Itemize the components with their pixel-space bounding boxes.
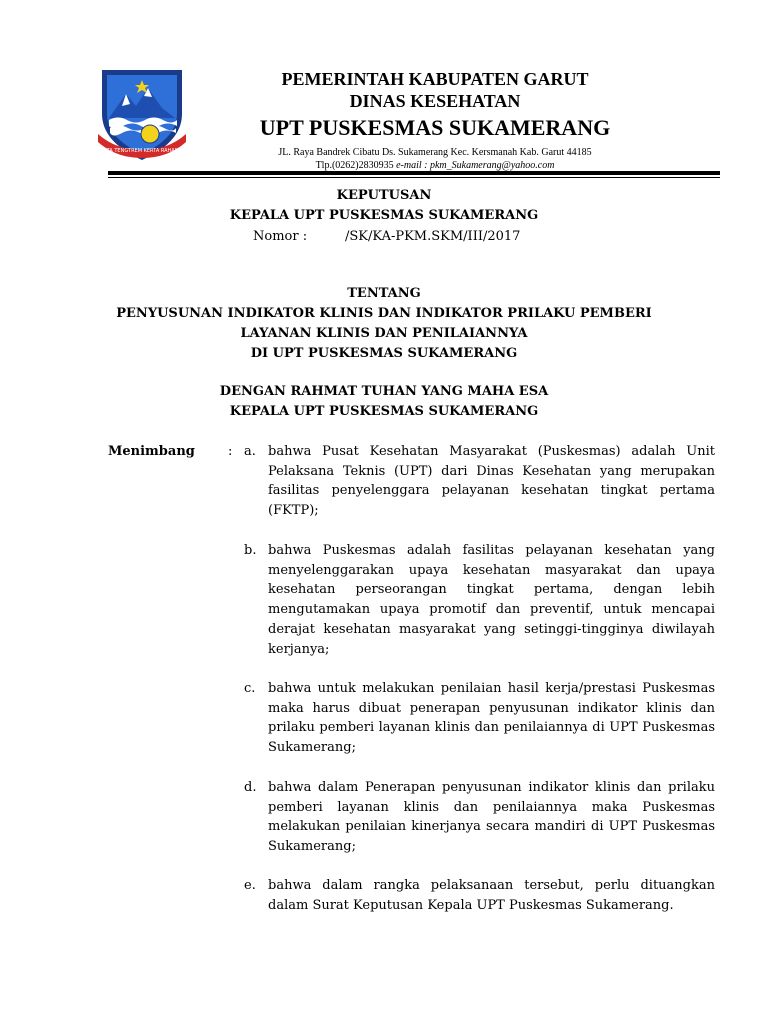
invocation-line-1: DENGAN RAHMAT TUHAN YANG MAHA ESA (219, 384, 549, 399)
subject-line-2: LAYANAN KLINIS DAN PENILAIANNYA (240, 326, 528, 341)
letterhead-government: PEMERINTAH KABUPATEN GARUT (281, 69, 589, 89)
letterhead-thick-rule (108, 171, 720, 175)
considering-item-d: bahwa dalam Penerapan penyusunan indikator klinis dan prilaku pemberi layanan klinis dan penilaiannya maka Puskesmas melakukan penilaian kinerjanya secara mandiri di UPT Puskesmas Sukamerang; (268, 780, 715, 855)
item-letter: e. (244, 878, 256, 893)
item-letter: c. (244, 681, 256, 696)
considering-item-b: bahwa Puskesmas adalah fasilitas pelayanan kesehatan yang menyelenggarakan upaya kesehatan masyarakat dan upaya kesehatan perseorangan tingkat pertama, dengan lebih mengutamakan upaya promotif dan preventif, untuk mencapai derajat kesehatan masyarakat yang setinggi-tingginya diwilayah kerjanya; (268, 543, 715, 657)
considering-item-c: bahwa untuk melakukan penilaian hasil kerja/prestasi Puskesmas maka harus dibuat penerapan penyusunan indikator klinis dan prilaku pemberi layanan klinis dan penilaiannya di UPT Puskesmas Sukamerang; (268, 681, 715, 756)
subject-line-3: DI UPT PUSKESMAS SUKAMERANG (250, 346, 518, 361)
coat-of-arms-icon (96, 64, 188, 164)
decree-number-value: /SK/KA-PKM.SKM/III/2017 (345, 229, 521, 244)
letterhead-address: JL. Raya Bandrek Cibatu Ds. Sukamerang Kec. Kersmanah Kab. Garut 44185 (278, 147, 592, 158)
decree-number-label: Nomor : (253, 229, 308, 244)
invocation-block (90, 382, 678, 422)
considering-item-e: bahwa dalam rangka pelaksanaan tersebut, perlu dituangkan dalam Surat Keputusan Kepala UPT Puskesmas Sukamerang. (268, 878, 715, 913)
subject-line-1: PENYUSUNAN INDIKATOR KLINIS DAN INDIKATOR PRILAKU PEMBERI (116, 306, 652, 321)
item-letter: a. (244, 444, 256, 459)
letterhead-email: e-mail : pkm_Sukamerang@yahoo.com (396, 160, 555, 171)
decree-number (253, 228, 520, 246)
considering-colon: : (228, 444, 233, 459)
letterhead-institution: UPT PUSKESMAS SUKAMERANG (259, 115, 611, 140)
decree-issuer: KEPALA UPT PUSKESMAS SUKAMERANG (229, 208, 539, 223)
garut-regency-logo (96, 64, 188, 164)
letterhead (200, 68, 670, 172)
decree-title (90, 186, 678, 226)
logo-ribbon-text: TATA TENGTREM KERTA RAHARJA (101, 148, 183, 154)
considering-item-a: bahwa Pusat Kesehatan Masyarakat (Puskesmas) adalah Unit Pelaksana Teknis (UPT) dari Dinas Kesehatan yang merupakan fasilitas penyelenggara pelayanan kesehatan tingkat pertama (FKTP); (268, 444, 715, 519)
item-letter: b. (244, 543, 257, 558)
subject-heading: TENTANG (347, 286, 421, 301)
letterhead-department: DINAS KESEHATAN (349, 91, 521, 111)
decree-keputusan: KEPUTUSAN (336, 188, 432, 203)
considering-label: Menimbang (108, 444, 195, 459)
subject-block (90, 284, 678, 364)
invocation-line-2: KEPALA UPT PUSKESMAS SUKAMERANG (229, 404, 539, 419)
letterhead-phone: Tlp.(0262)2830935 (315, 160, 397, 171)
item-letter: d. (244, 780, 257, 795)
letterhead-thin-rule (108, 177, 720, 178)
